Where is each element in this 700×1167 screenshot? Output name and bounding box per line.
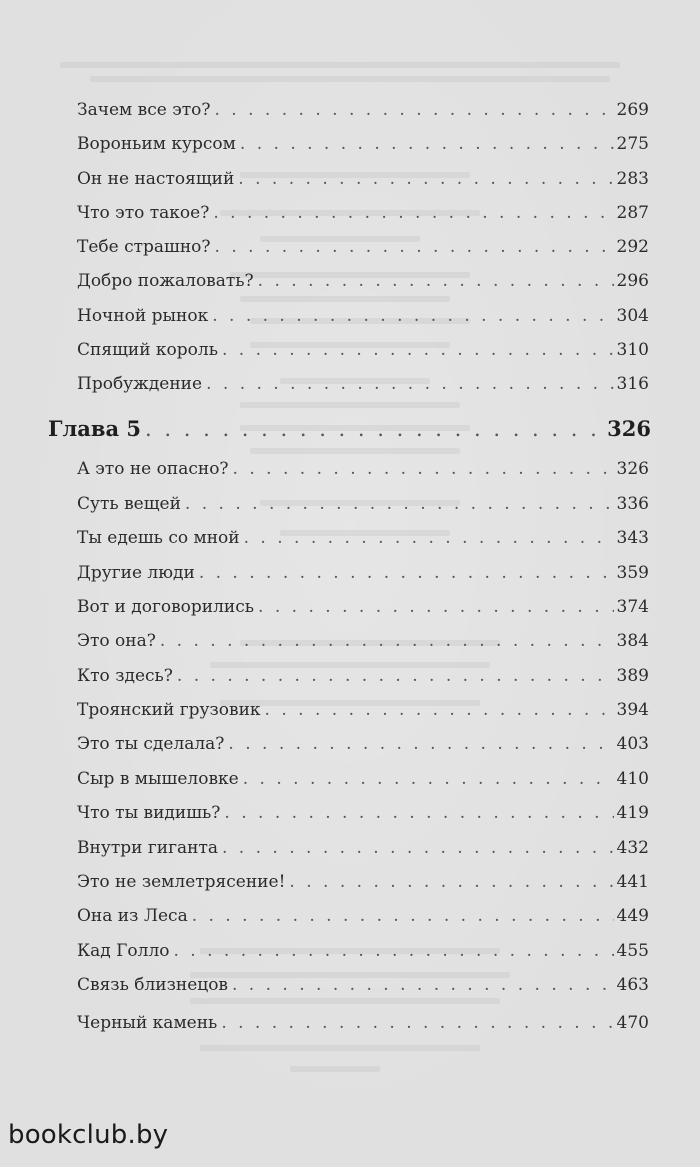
toc-entry[interactable] — [77, 700, 649, 720]
toc-entry[interactable] — [77, 374, 649, 394]
chapter-title: Глава 5 — [48, 416, 142, 441]
dot-leader — [160, 631, 614, 651]
dot-leader — [222, 340, 614, 360]
dot-leader — [265, 700, 614, 720]
dot-leader — [145, 417, 604, 441]
toc-entry[interactable] — [77, 975, 649, 995]
dot-leader — [244, 528, 614, 548]
toc-entry-page: 410 — [616, 769, 649, 789]
toc-entry-title: Это ты сделала? — [77, 734, 225, 754]
toc-entry-page: 304 — [616, 306, 649, 326]
toc-entry-title: Ты едешь со мной — [77, 528, 240, 548]
toc-entry[interactable] — [77, 666, 649, 686]
toc-entry[interactable] — [77, 563, 649, 583]
toc-entry-title: Что это такое? — [77, 203, 210, 223]
toc-entry-title: Пробуждение — [77, 374, 203, 394]
toc-entry-page: 374 — [616, 597, 649, 617]
toc-entry-title: Кто здесь? — [77, 666, 173, 686]
dot-leader — [228, 734, 613, 754]
toc-entry-title: Он не настоящий — [77, 169, 235, 189]
toc-entry-page: 449 — [616, 906, 649, 926]
toc-entry-title: Спящий король — [77, 340, 218, 360]
toc-entry-title: Черный камень — [77, 1013, 218, 1033]
toc-entry[interactable] — [77, 528, 649, 548]
dot-leader — [238, 169, 613, 189]
toc-entry[interactable] — [77, 838, 649, 858]
toc-entry-page: 287 — [616, 203, 649, 223]
toc-entry-title: Суть вещей — [77, 494, 181, 514]
toc-entry[interactable] — [77, 494, 649, 514]
dot-leader — [199, 563, 614, 583]
toc-entry-page: 316 — [616, 374, 649, 394]
dot-leader — [221, 1013, 613, 1033]
toc-entry-page: 269 — [616, 100, 649, 120]
toc-entry-title: Сыр в мышеловке — [77, 769, 239, 789]
toc-entry-page: 432 — [616, 838, 649, 858]
dot-leader — [215, 100, 614, 120]
toc-entry-page: 394 — [616, 700, 649, 720]
toc-entry-page: 403 — [616, 734, 649, 754]
dot-leader — [213, 203, 613, 223]
toc-entry[interactable] — [77, 340, 649, 360]
toc-chapter-heading[interactable] — [48, 416, 651, 441]
toc-entry-title: Это она? — [77, 631, 156, 651]
dot-leader — [174, 941, 614, 961]
toc-entry-title: Внутри гиганта — [77, 838, 218, 858]
toc-entry[interactable] — [77, 134, 649, 154]
toc-entry[interactable] — [77, 459, 649, 479]
toc-entry-page: 283 — [616, 169, 649, 189]
toc-entry-page: 455 — [616, 941, 649, 961]
toc-entry[interactable] — [77, 941, 649, 961]
toc-entry-title: Ночной рынок — [77, 306, 209, 326]
toc-entry[interactable] — [77, 734, 649, 754]
toc-entry-title: Это не землетрясение! — [77, 872, 286, 892]
toc-entry-page: 463 — [616, 975, 649, 995]
toc-entry-page: 275 — [616, 134, 649, 154]
dot-leader — [215, 237, 614, 257]
toc-entry-page: 336 — [616, 494, 649, 514]
toc-entry[interactable] — [77, 169, 649, 189]
dot-leader — [212, 306, 613, 326]
toc-entry[interactable] — [77, 100, 649, 120]
site-watermark: bookclub.by — [8, 1120, 169, 1150]
toc-entry-title: Вот и договорились — [77, 597, 255, 617]
toc-entry[interactable] — [77, 237, 649, 257]
chapter-page: 326 — [607, 416, 651, 441]
toc-entry[interactable] — [77, 597, 649, 617]
toc-entry[interactable] — [77, 769, 649, 789]
toc-entry-title: Добро пожаловать? — [77, 271, 254, 291]
toc-entry[interactable] — [77, 1013, 649, 1033]
dot-leader — [289, 872, 613, 892]
dot-leader — [185, 494, 614, 514]
toc-entry[interactable] — [77, 803, 649, 823]
toc-entry-title: Зачем все это? — [77, 100, 211, 120]
dot-leader — [177, 666, 614, 686]
toc-entry-title: Связь близнецов — [77, 975, 228, 995]
toc-entry-page: 310 — [616, 340, 649, 360]
toc-entry-page: 359 — [616, 563, 649, 583]
dot-leader — [232, 975, 614, 995]
toc-entry-title: Она из Леса — [77, 906, 188, 926]
toc-entry-title: А это не опасно? — [77, 459, 229, 479]
toc-entry-title: Кад Голло — [77, 941, 170, 961]
toc-entry-page: 470 — [616, 1013, 649, 1033]
dot-leader — [222, 838, 614, 858]
toc-entry-page: 384 — [616, 631, 649, 651]
toc-entry-title: Тебе страшно? — [77, 237, 211, 257]
toc-entry-page: 326 — [616, 459, 649, 479]
toc-entry-title: Вороньим курсом — [77, 134, 236, 154]
toc-entry-page: 296 — [616, 271, 649, 291]
toc-entry-page: 389 — [616, 666, 649, 686]
toc-entry-page: 292 — [616, 237, 649, 257]
toc-entry[interactable] — [77, 306, 649, 326]
dot-leader — [224, 803, 613, 823]
dot-leader — [206, 374, 613, 394]
toc-entry[interactable] — [77, 872, 649, 892]
dot-leader — [240, 134, 614, 154]
toc-entry-title: Троянский грузовик — [77, 700, 261, 720]
toc-entry-page: 343 — [616, 528, 649, 548]
toc-entry-title: Что ты видишь? — [77, 803, 221, 823]
dot-leader — [258, 271, 614, 291]
toc-entry[interactable] — [77, 906, 649, 926]
dot-leader — [233, 459, 614, 479]
toc-entry[interactable] — [77, 203, 649, 223]
toc-entry-title: Другие люди — [77, 563, 195, 583]
dot-leader — [243, 769, 614, 789]
toc-entry-page: 441 — [616, 872, 649, 892]
toc-entry[interactable] — [77, 271, 649, 291]
toc-entry-page: 419 — [616, 803, 649, 823]
dot-leader — [192, 906, 614, 926]
toc-entry[interactable] — [77, 631, 649, 651]
dot-leader — [258, 597, 614, 617]
